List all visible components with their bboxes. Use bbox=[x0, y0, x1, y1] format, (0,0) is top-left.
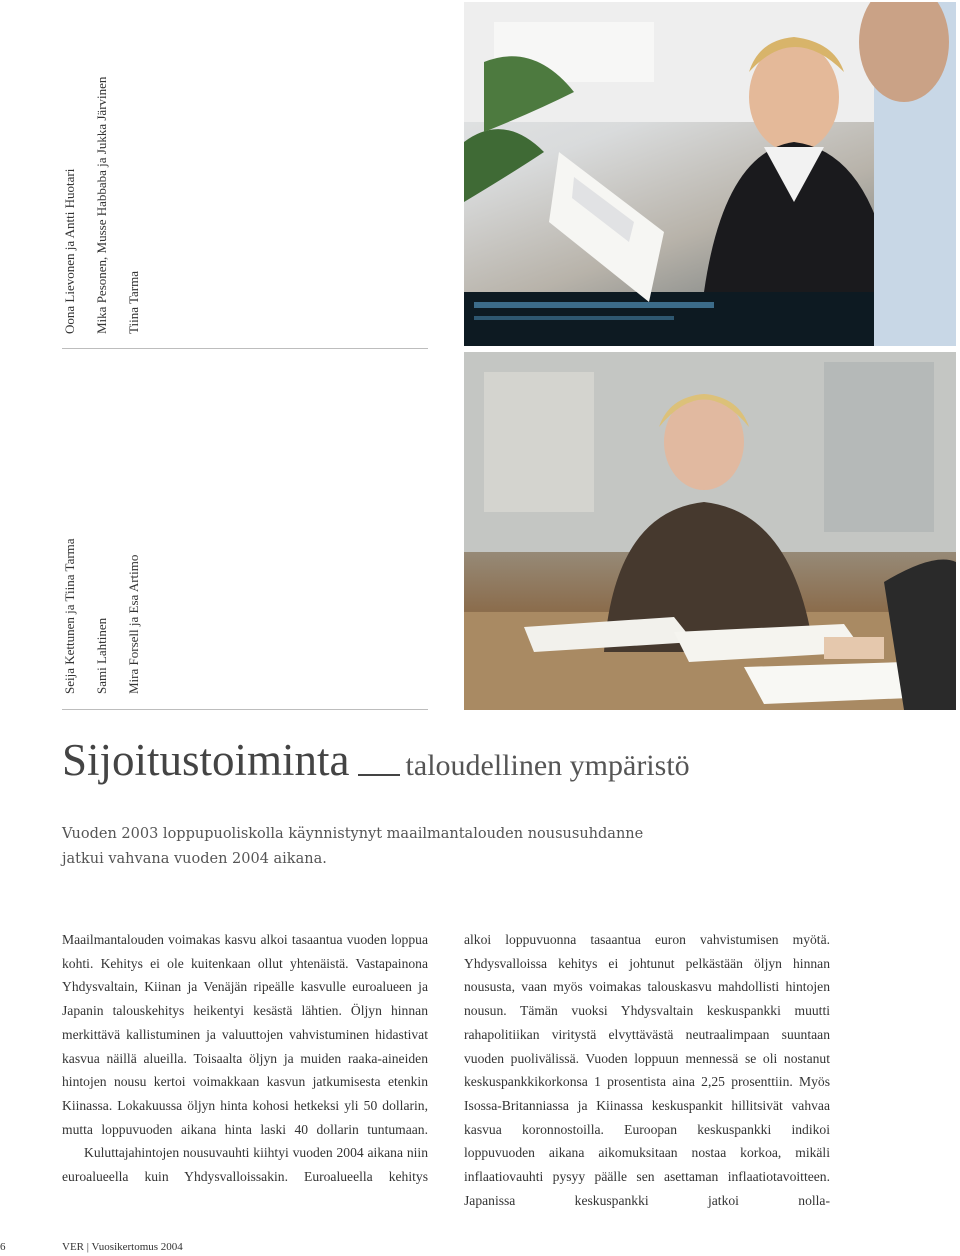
credit-line: Mira Forsell ja Esa Artimo bbox=[126, 554, 141, 694]
office-photo-handshake bbox=[464, 2, 956, 346]
credit-line: Sami Lahtinen bbox=[94, 617, 109, 694]
meeting-photo-illustration bbox=[464, 352, 956, 710]
title-subtitle: taloudellinen ympäristö bbox=[405, 749, 690, 782]
page-title bbox=[62, 734, 942, 786]
office-photo-illustration bbox=[464, 2, 956, 346]
credit-line: Mika Pesonen, Musse Habbaba ja Jukka Järvinen bbox=[94, 76, 109, 334]
office-photo-meeting bbox=[464, 352, 956, 710]
divider-rule bbox=[62, 709, 428, 710]
title-main: Sijoitustoiminta bbox=[62, 735, 350, 785]
body-paragraph: Maailmantalouden voimakas kasvu alkoi tasaantua vuoden loppua kohti. Kehitys ei ole kuitenkaan ollut yhtenäistä. Vastapainona Yhdysvaltain, Kiinan ja Venäjän ripeälle kasvulle euroalueen ja Japanin talouskehitys heikentyi kesästä lähtien. Öljyn hinnan merkittävä kallistuminen ja valuuttojen vahvistuminen hidastivat kasvua näillä alueilla. Toisaalta öljyn ja muiden raaka-aineiden hintojen nousu kertoi voimakkaan kasvun jatkumisesta etenkin Kiinassa. Lokakuussa öljyn hinta kohosi hetkeksi yli 50 dollarin, mutta loppuvuoden aikana hinta laski 40 dollarin tuntumaan. bbox=[62, 932, 428, 1137]
credit-line: Oona Lievonen ja Antti Huotari bbox=[62, 168, 77, 334]
footer-text: VER | Vuosikertomus 2004 bbox=[62, 1241, 183, 1253]
divider-rule bbox=[62, 348, 428, 349]
body-paragraph: alkoi loppuvuonna tasaantua euron vahvistumisen myötä. Yhdysvalloissa kehitys ei johtunut pelkästään öljyn hinnan noususta, vaan myös voimakas talouskasvu mahdollisti hintojen nousun. Tämän vuoksi Yhdysvaltain keskuspankki muutti rahapolitiikan viritystä elvyttävästä neutraalimpaan suuntaan vuoden puolivälissä. Vuoden loppuun mennessä se oli nostanut keskuspankkikorkonsa 1 prosentista aina 2,25 prosenttiin. Myös Isossa-Britanniassa ja Kiinassa keskuspankit hillitsivät vahvaa kasvua koronnostoilla. Euroopan keskuspankki indikoi loppuvuoden aikana aikomuksitaan nostaa korkoa, mikäli inflaatiovauhti pysyy päälle sen asettaman inflaatiotavoitteen. Japanissa keskuspankki jatkoi nolla- bbox=[464, 932, 830, 1208]
page-number: 6 bbox=[0, 1241, 6, 1253]
lead-line: jatkui vahvana vuoden 2004 aikana. bbox=[62, 851, 327, 867]
body-column-left bbox=[62, 928, 428, 1189]
lead-line: Vuoden 2003 loppupuoliskolla käynnistynyt maailmantalouden noususuhdanne bbox=[62, 826, 644, 842]
lead-paragraph bbox=[62, 822, 662, 872]
credit-line: Seija Kettunen ja Tiina Tarma bbox=[62, 538, 77, 694]
body-paragraph: Kuluttajahintojen nousuvauhti kiihtyi vuoden 2004 aikana niin euroalueella kuin Yhdysvalloissakin. Euroalueella kehitys bbox=[62, 1145, 428, 1185]
body-column-right bbox=[464, 928, 830, 1212]
title-dash bbox=[358, 774, 400, 776]
credit-line: Tiina Tarma bbox=[126, 270, 141, 334]
